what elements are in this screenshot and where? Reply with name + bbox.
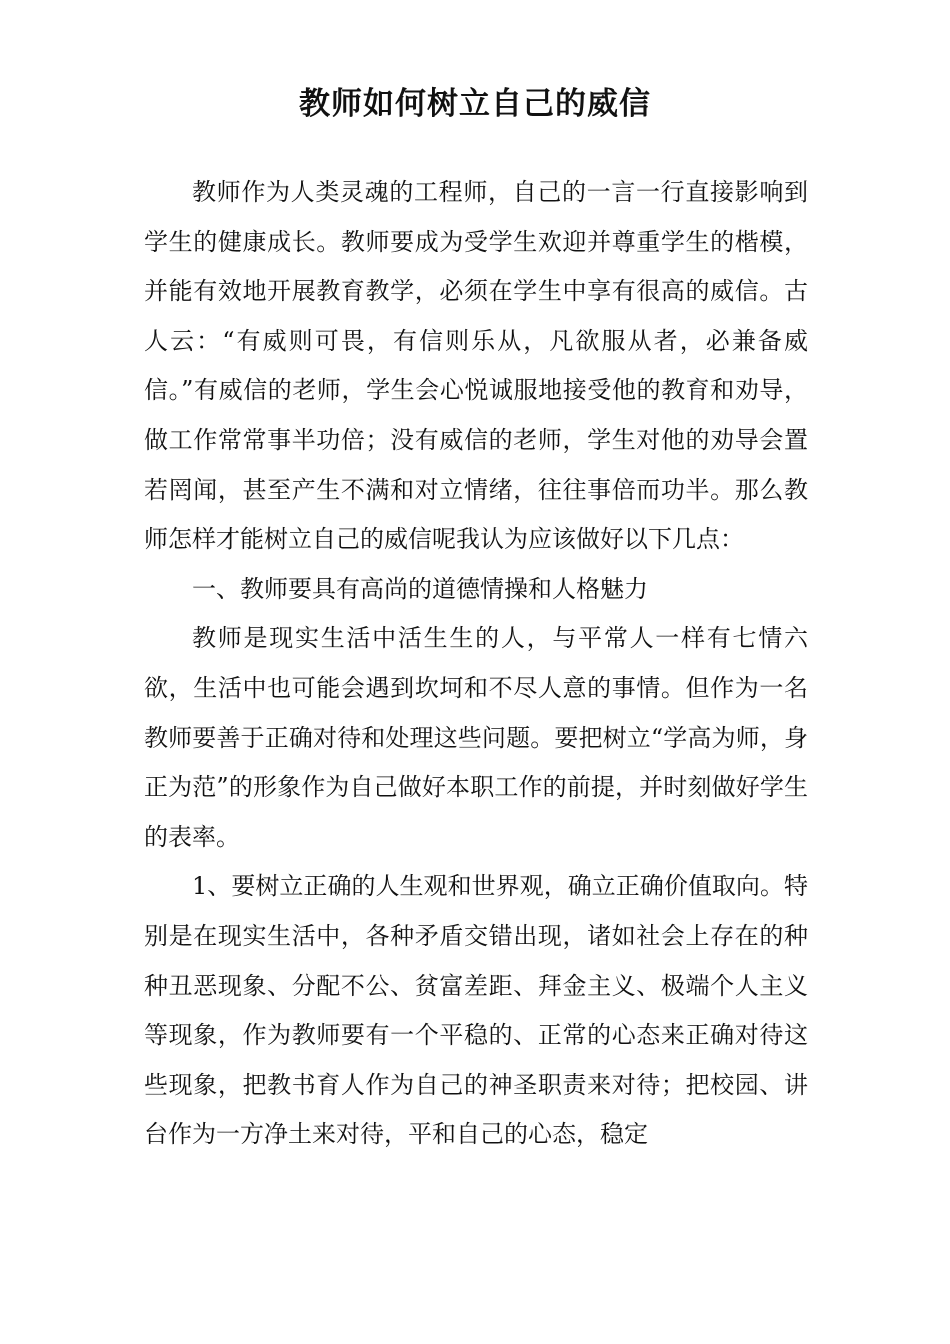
section-paragraph: 教师是现实生活中活生生的人，与平常人一样有七情六欲，生活中也可能会遇到坎坷和不尽人意的事情。但作为一名教师要善于正确对待和处理这些问题。要把树立“学高为师，身正为范”的形象作为自己做好本职工作的前提，并时刻做好学生的表率。	[144, 624, 808, 851]
document-body	[144, 168, 808, 1160]
section-heading: 一、教师要具有高尚的道德情操和人格魅力	[192, 574, 648, 603]
intro-paragraph: 教师作为人类灵魂的工程师，自己的一言一行直接影响到学生的健康成长。教师要成为受学生欢迎并尊重学生的楷模，并能有效地开展教育教学，必须在学生中享有很高的威信。古人云：“有威则可畏，有信则乐从，凡欲服从者，必兼备威信。”有威信的老师，学生会心悦诚服地接受他的教育和劝导，做工作常常事半功倍；没有威信的老师，学生对他的劝导会置若罔闻，甚至产生不满和对立情绪，往往事倍而功半。那么教师怎样才能树立自己的威信呢我认为应该做好以下几点：	[144, 178, 808, 554]
point-paragraph: 1、要树立正确的人生观和世界观，确立正确价值取向。特别是在现实生活中，各种矛盾交错出现，诸如社会上存在的种种丑恶现象、分配不公、贫富差距、拜金主义、极端个人主义等现象，作为教师要有一个平稳的、正常的心态来正确对待这些现象，把教书育人作为自己的神圣职责来对待；把校园、讲台作为一方净土来对待，平和自己的心态，稳定	[144, 872, 808, 1149]
document-title: 教师如何树立自己的威信	[299, 86, 651, 122]
